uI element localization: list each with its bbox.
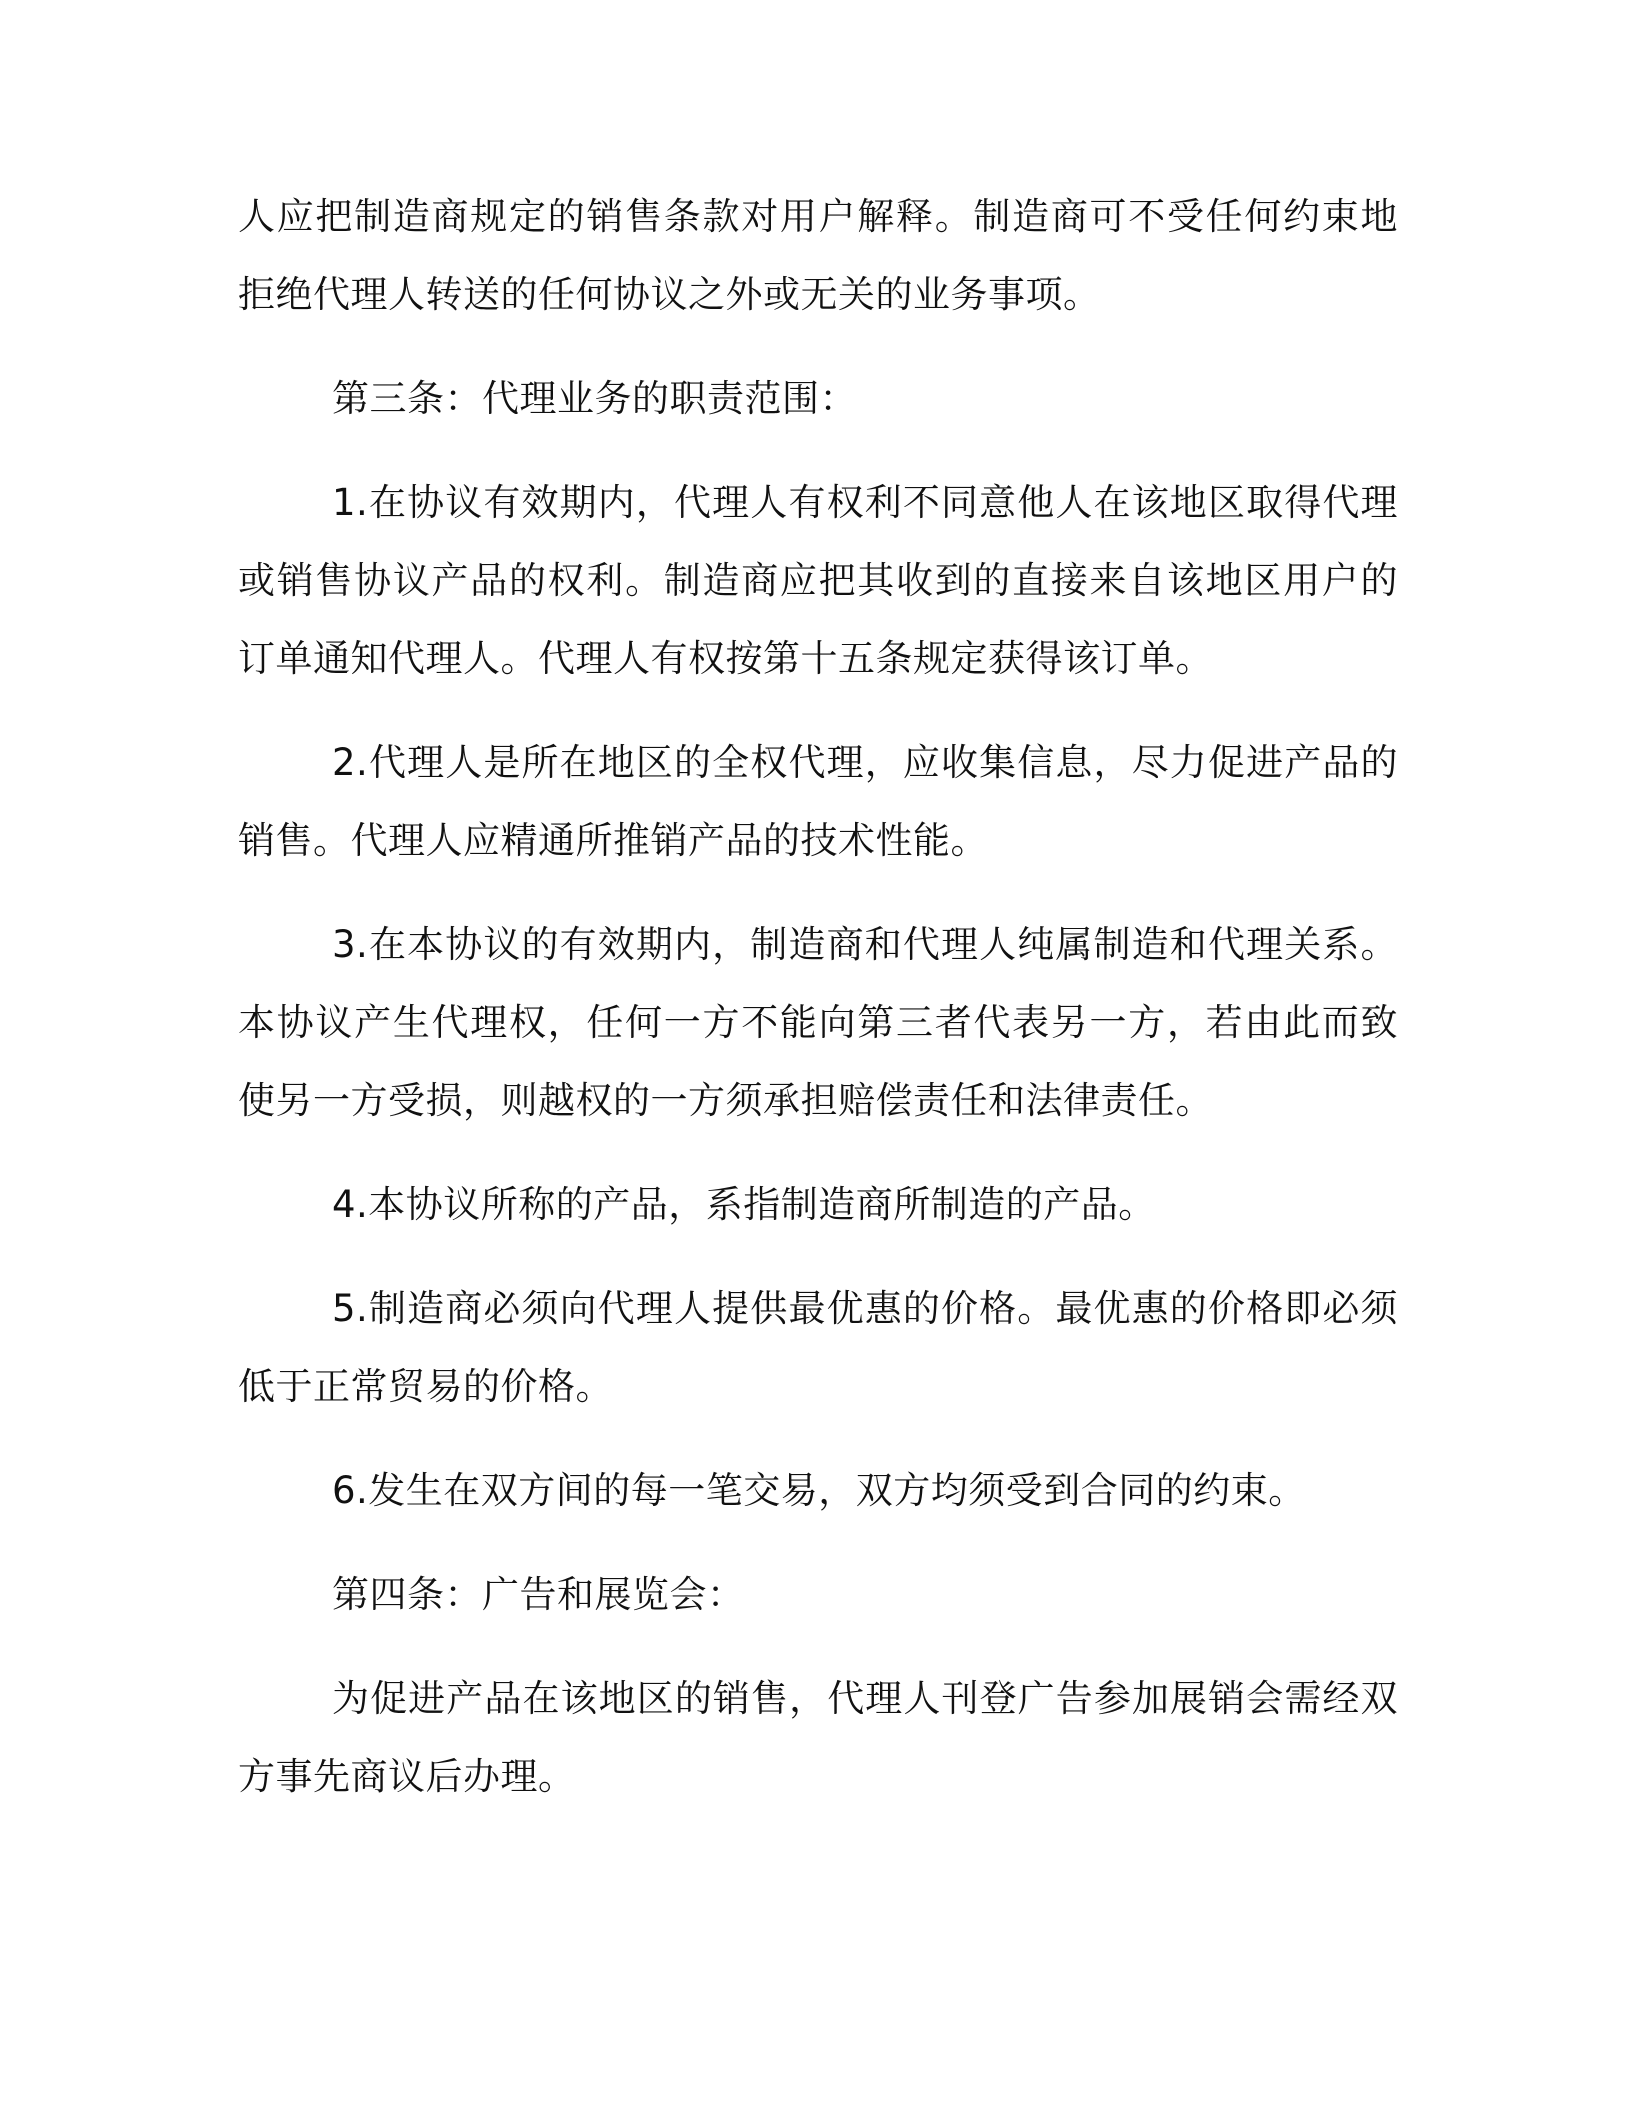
clause-6: 6.发生在双方间的每一笔交易，双方均须受到合同的约束。 bbox=[332, 1469, 1306, 1512]
article-three-heading: 第三条：代理业务的职责范围： bbox=[332, 377, 857, 420]
article-four-heading: 第四条：广告和展览会： bbox=[332, 1573, 745, 1616]
document-body bbox=[238, 178, 1398, 1842]
clause-1: 1.在协议有效期内，代理人有权利不同意他人在该地区取得代理或销售协议产品的权利。制造商应把其收到的直接来自该地区用户的订单通知代理人。代理人有权按第十五条规定获得该订单。 bbox=[238, 481, 1398, 680]
clause-5: 5.制造商必须向代理人提供最优惠的价格。最优惠的价格即必须低于正常贸易的价格。 bbox=[238, 1287, 1398, 1408]
clause-4: 4.本协议所称的产品，系指制造商所制造的产品。 bbox=[332, 1183, 1156, 1226]
paragraph-continuation: 人应把制造商规定的销售条款对用户解释。制造商可不受任何约束地拒绝代理人转送的任何协议之外或无关的业务事项。 bbox=[238, 195, 1398, 316]
clause-3: 3.在本协议的有效期内，制造商和代理人纯属制造和代理关系。本协议产生代理权，任何一方不能向第三者代表另一方，若由此而致使另一方受损，则越权的一方须承担赔偿责任和法律责任。 bbox=[238, 923, 1398, 1122]
clause-2: 2.代理人是所在地区的全权代理，应收集信息，尽力促进产品的销售。代理人应精通所推销产品的技术性能。 bbox=[238, 741, 1398, 862]
article-four-body: 为促进产品在该地区的销售，代理人刊登广告参加展销会需经双方事先商议后办理。 bbox=[238, 1677, 1398, 1798]
